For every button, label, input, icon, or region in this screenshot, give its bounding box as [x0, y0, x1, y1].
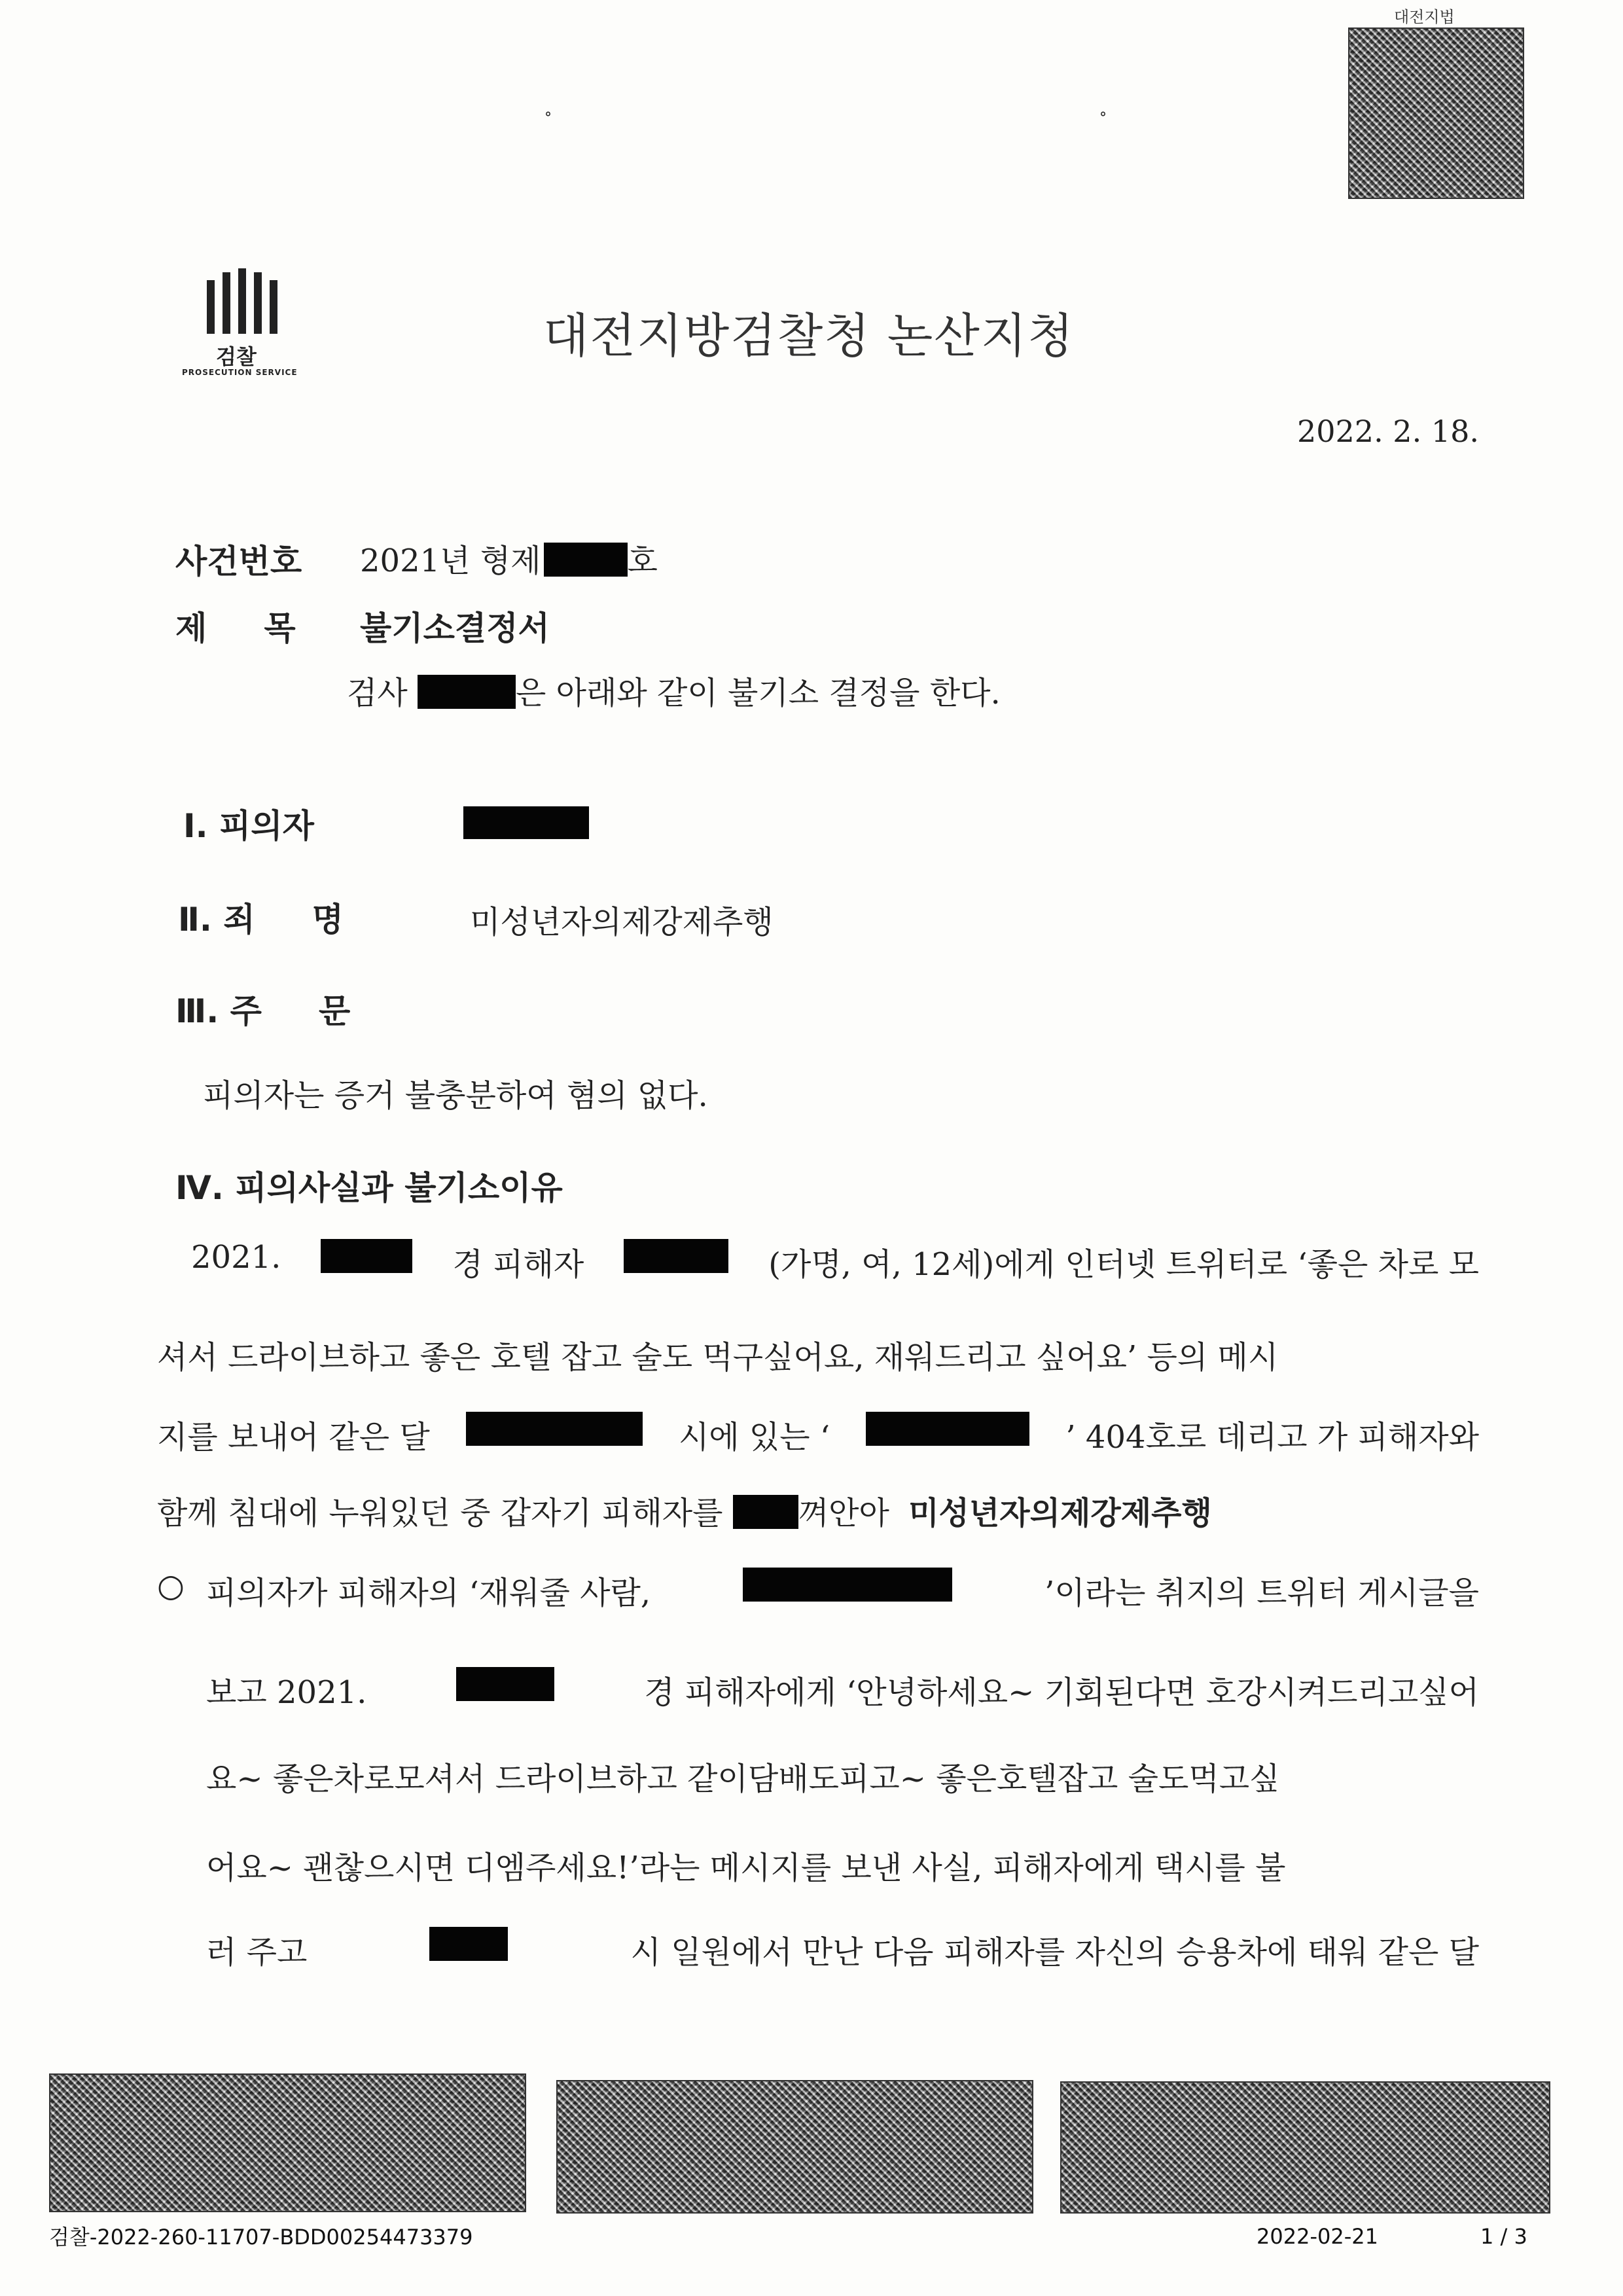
redacted-victim-name — [624, 1239, 728, 1273]
bullet-l2-a: 보고 2021. — [206, 1674, 367, 1711]
decision-intro — [347, 668, 1001, 713]
case-number-prefix: 2021년 형제 — [360, 543, 541, 579]
bullet-l4: 어요~ 괜찮으시면 디엠주세요!’라는 메시지를 보낸 사실, 피해자에게 택시를 불 — [206, 1850, 1286, 1886]
office-name: 대전지방검찰청 논산지청 — [543, 308, 1075, 363]
bullet-l1-b: ’이라는 취지의 트위터 게시글을 — [1044, 1575, 1479, 1611]
facts-l2: 셔서 드라이브하고 좋은 호텔 잡고 술도 먹구싶어요, 재워드리고 싶어요’ 등의 메시 — [157, 1339, 1279, 1376]
document-title: 불기소결정서 — [360, 609, 550, 647]
redacted-case-number — [544, 543, 628, 577]
bullet-l2-b: 경 피해자에게 ‘안녕하세요~ 기회된다면 호강시켜드리고싶어 — [644, 1674, 1479, 1711]
charge-name: 미성년자의제강제추행 — [470, 904, 774, 941]
bullet-l3: 요~ 좋은차로모셔서 드라이브하고 같이담배도피고~ 좋은호텔잡고 술도먹고싶 — [206, 1761, 1280, 1797]
logo-subtext: PROSECUTION SERVICE — [182, 368, 298, 377]
redacted-date-2 — [456, 1667, 554, 1701]
scan-dot-left: ° — [544, 110, 552, 126]
facts-l4-a: 함께 침대에 누워있던 중 갑자기 피해자를 — [157, 1495, 723, 1532]
facts-l4-b: 껴안아 — [798, 1495, 889, 1532]
title-label: 제 목 — [175, 609, 296, 647]
top-barcode-label: 대전지법 — [1394, 8, 1455, 26]
footer-page-number: 1 / 3 — [1480, 2224, 1527, 2249]
redacted-hotel-name — [866, 1412, 1029, 1446]
bullet-l5-b: 시 일원에서 만난 다음 피해자를 자신의 승용차에 태워 같은 달 — [630, 1934, 1479, 1971]
footer-barcode-left — [49, 2073, 526, 2212]
case-number-suffix: 호 — [627, 543, 658, 579]
logo-text: 검찰 — [216, 344, 257, 369]
section-facts-heading: Ⅳ. 피의사실과 불기소이유 — [175, 1169, 563, 1207]
redacted-prosecutor-name — [418, 675, 516, 709]
bullet-line-2 — [206, 1667, 1479, 1712]
scan-dot-right: ° — [1099, 110, 1107, 126]
bullet-line-4 — [206, 1842, 1479, 1888]
redacted-post-text — [743, 1568, 952, 1602]
redacted-detail-1 — [733, 1495, 798, 1529]
facts-line-4 — [157, 1488, 1479, 1533]
bullet-line-1 — [206, 1568, 1479, 1613]
case-number-label: 사건번호 — [175, 543, 302, 581]
facts-l3-b: 시에 있는 ‘ — [678, 1419, 830, 1456]
redacted-location-1 — [466, 1412, 643, 1446]
bullet-line-5 — [206, 1927, 1479, 1972]
facts-l3-a: 지를 보내어 같은 달 — [157, 1419, 430, 1456]
footer-issue-date: 2022-02-21 — [1257, 2224, 1378, 2249]
bullet-line-3 — [206, 1753, 1479, 1799]
footer-barcode-right — [1060, 2081, 1550, 2214]
redacted-location-2 — [429, 1927, 508, 1961]
footer-barcode-center — [556, 2080, 1033, 2214]
facts-l1-b: 경 피해자 — [452, 1246, 584, 1283]
facts-l3-c: ’ 404호로 데리고 가 피해자와 — [1065, 1419, 1479, 1456]
prosecution-emblem-icon — [202, 268, 280, 334]
bullet-l1-a: 피의자가 피해자의 ‘재워줄 사람, — [206, 1575, 651, 1611]
document-date: 2022. 2. 18. — [1297, 414, 1479, 449]
prosecution-logo — [182, 268, 314, 386]
case-number — [360, 535, 658, 581]
redacted-date-1 — [321, 1239, 412, 1273]
bullet-mark: ○ — [157, 1568, 185, 1604]
section-disposition-heading: Ⅲ. 주 문 — [175, 992, 351, 1030]
top-2d-barcode — [1348, 27, 1524, 199]
disposition-text: 피의자는 증거 불충분하여 혐의 없다. — [203, 1077, 708, 1114]
facts-l1-a: 2021. — [191, 1239, 281, 1276]
facts-line-2 — [157, 1332, 1479, 1377]
facts-l1-c: (가명, 여, 12세)에게 인터넷 트위터로 ‘좋은 차로 모 — [768, 1246, 1479, 1283]
intro-suffix: 은 아래와 같이 불기소 결정을 한다. — [516, 675, 1001, 711]
section-suspect-heading: Ⅰ. 피의자 — [183, 807, 314, 845]
facts-line-1 — [191, 1239, 1479, 1284]
facts-l4-charge: 미성년자의제강제추행 — [908, 1495, 1212, 1532]
intro-prefix: 검사 — [347, 675, 408, 711]
section-charge-heading: Ⅱ. 죄 명 — [178, 901, 344, 939]
footer-document-id: 검찰-2022-260-11707-BDD00254473379 — [49, 2225, 473, 2250]
bullet-l5-a: 러 주고 — [206, 1934, 308, 1971]
facts-line-3 — [157, 1412, 1479, 1457]
redacted-suspect-name — [463, 806, 589, 839]
